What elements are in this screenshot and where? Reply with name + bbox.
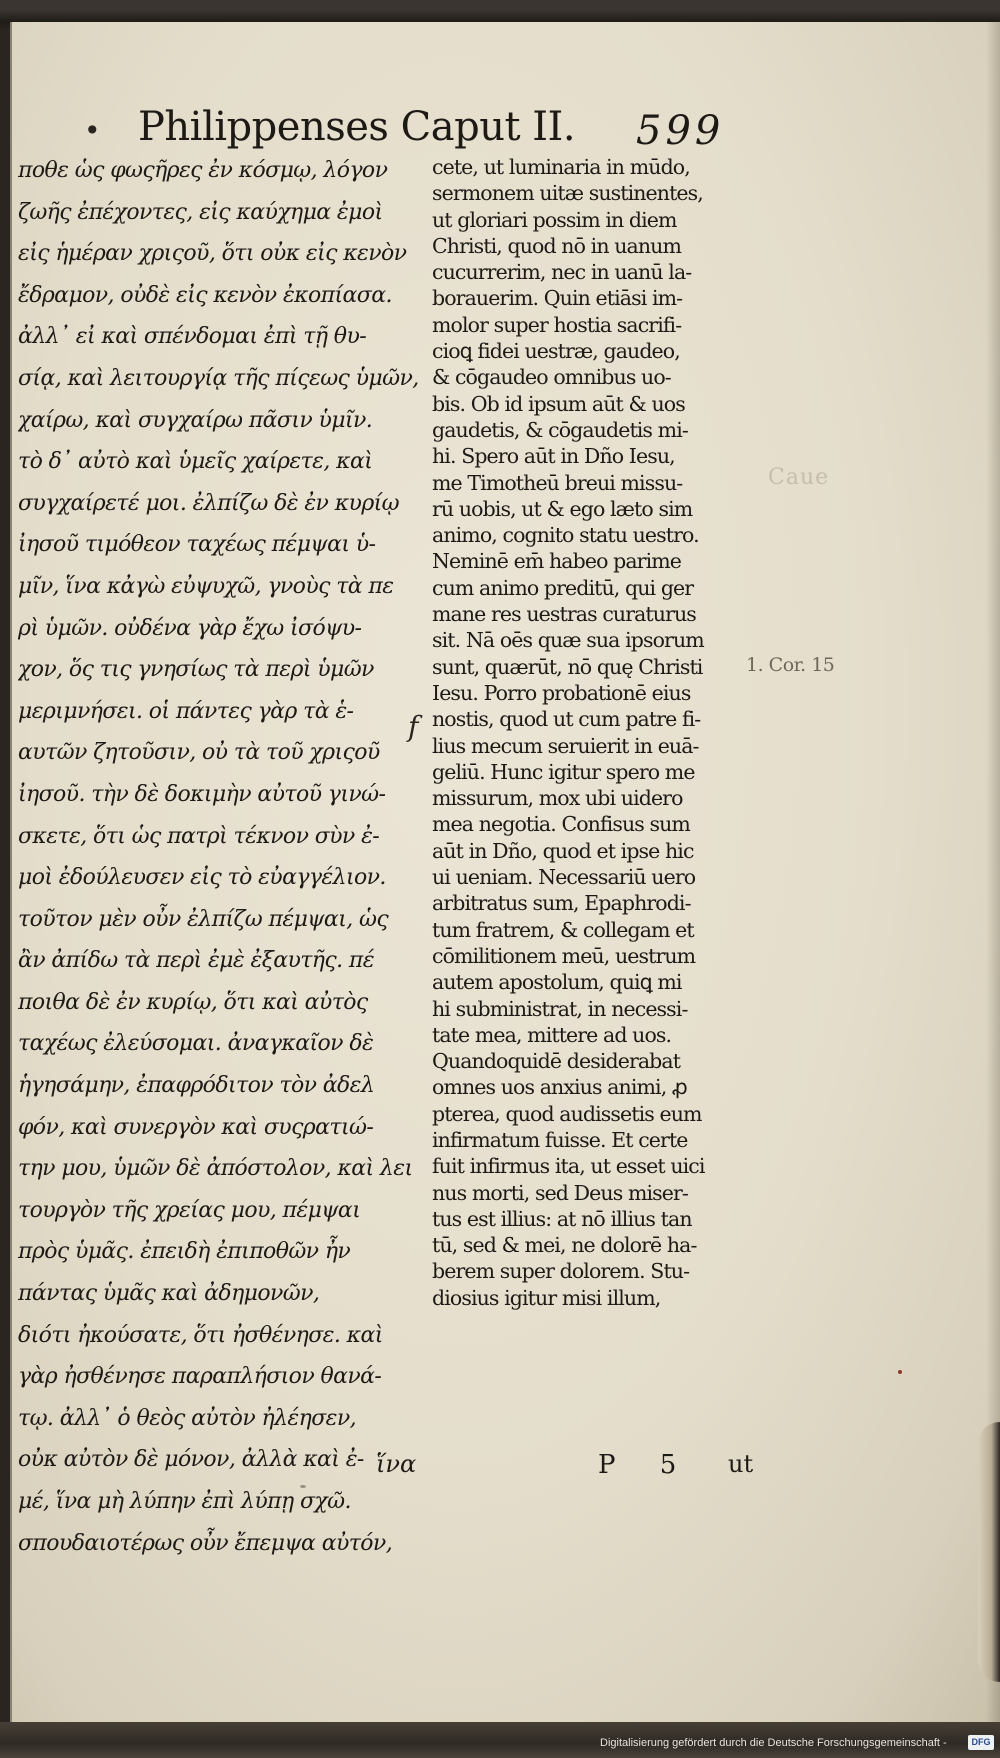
latin-text-line: aūt in Dño, quod et ipse hic	[432, 838, 694, 863]
latin-text-line: omnes uos anxius animi, ꝓ	[432, 1075, 687, 1100]
latin-text-line: ui ueniam. Necessariū uero	[432, 865, 696, 890]
greek-text-line: χαίρω, καὶ συγχαίρω πᾶσιν ὑμῖν.	[18, 407, 373, 433]
greek-text-line: ἂν ἀπίδω τὰ περὶ ἐμὲ ἐξαυτῆς. πέ	[18, 948, 374, 974]
greek-catchword: ἵνα	[376, 1450, 417, 1478]
show-through-text: Caue	[768, 465, 830, 490]
latin-text-line: berem super dolorem. Stu-	[432, 1259, 690, 1284]
latin-text-line: arbitratus sum, Epaphrodi-	[432, 891, 691, 916]
latin-catchword: ut	[728, 1450, 754, 1478]
latin-text-line: autem apostolum, quiꝗ mi	[432, 970, 682, 995]
latin-text-line: hi. Spero aūt in Dño Iesu,	[432, 444, 675, 469]
latin-text-line: nostis, quod ut cum patre fi-	[432, 707, 701, 732]
greek-text-line: μέ, ἵνα μὴ λύπην ἐπὶ λύπῃ σχῶ.	[18, 1489, 351, 1514]
greek-text-line: γὰρ ἠσθένησε παραπλήσιον θανά-	[18, 1364, 382, 1390]
paper-speck	[300, 1485, 306, 1488]
latin-text-line: & cōgaudeo omnibus uo-	[432, 365, 671, 390]
latin-text-line: mane res uestras curaturus	[432, 602, 696, 627]
latin-text-line: cōmilitionem meū, uestrum	[432, 943, 696, 968]
greek-text-line: την μου, ὑμῶν δὲ ἀπόστολον, καὶ λει	[18, 1156, 413, 1182]
margin-reference: 1. Cor. 15	[746, 654, 835, 676]
latin-text-line: molor super hostia sacrifi-	[432, 312, 682, 337]
leading-mark: •	[84, 114, 101, 147]
greek-text-line: οὐκ αὐτὸν δὲ μόνον, ἀλλὰ καὶ ἐ-	[18, 1447, 364, 1473]
greek-text-line: ποιθα δὲ ἐν κυρίῳ, ὅτι καὶ αὐτὸς	[18, 989, 368, 1015]
latin-text-line: cioꝗ fidei uestræ, gaudeo,	[432, 339, 680, 364]
latin-text-line: lius mecum seruierit in euā-	[432, 733, 699, 758]
greek-text-line: συγχαίρετέ μοι. ἐλπίζω δὲ ἐν κυρίῳ	[18, 490, 400, 516]
greek-text-line: ἰησοῦ. τὴν δὲ δοκιμὴν αὐτοῦ γινώ-	[18, 781, 386, 807]
latin-text-line: nus morti, sed Deus miser-	[432, 1180, 688, 1205]
latin-text-line: tū, sed & mei, ne dolorē ha-	[432, 1233, 697, 1258]
greek-text-line: διότι ἠκούσατε, ὅτι ἠσθένησε. καὶ	[18, 1322, 383, 1348]
latin-text-line: borauerim. Quin etiāsi im-	[432, 286, 683, 311]
latin-text-line: cum animo preditū, qui ger	[432, 575, 694, 600]
page-curl	[978, 1422, 1000, 1682]
latin-text-line: Quandoquidē desiderabat	[432, 1049, 681, 1074]
running-title: Philippenses Caput II.	[138, 104, 576, 150]
greek-text-line: μῖν, ἵνα κἀγὼ εὐψυχῶ, γνοὺς τὰ πε	[18, 573, 394, 599]
latin-text-line: geliū. Hunc igitur spero me	[432, 759, 695, 784]
greek-text-line: ἰησοῦ τιμόθεον ταχέως πέμψαι ὑ-	[18, 532, 376, 558]
latin-text-line: cucurrerim, nec in uanū la-	[432, 260, 692, 285]
greek-text-line: σίᾳ, καὶ λειτουργίᾳ τῆς πίςεως ὑμῶν,	[18, 365, 419, 391]
latin-text-line: ut gloriari possim in diem	[432, 207, 677, 232]
greek-text-line: πάντας ὑμᾶς καὶ ἀδημονῶν,	[18, 1281, 320, 1307]
latin-text-line: sunt, quærūt, nō quę Christi	[432, 654, 703, 679]
latin-text-line: Christi, quod nō in uanum	[432, 233, 682, 258]
paper-speck	[898, 1370, 902, 1374]
latin-text-line: sit. Nā oēs quæ sua ipsorum	[432, 628, 704, 653]
latin-text-line: animo, cognito statu uestro.	[432, 523, 699, 548]
greek-text-line: ποθε ὡς φωςῆρες ἐν κόσμῳ, λόγον	[18, 158, 388, 183]
latin-text-line: pterea, quod audissetis eum	[432, 1101, 702, 1126]
greek-text-line: τουργὸν τῆς χρείας μου, πέμψαι	[18, 1197, 361, 1223]
latin-text-line: cete, ut luminaria in mūdo,	[432, 155, 690, 179]
latin-text-line: diosius igitur misi illum,	[432, 1285, 661, 1310]
greek-text-line: σκετε, ὅτι ὡς πατρὶ τέκνον σὺν ἐ-	[18, 823, 380, 849]
greek-text-column	[18, 150, 426, 1564]
greek-text-line: ταχέως ἐλεύσομαι. ἀναγκαῖον δὲ	[18, 1031, 374, 1057]
greek-text-line: εἰς ἡμέραν χριςοῦ, ὅτι οὐκ εἰς κενὸν	[18, 241, 407, 267]
latin-text-line: hi subministrat, in necessi-	[432, 996, 688, 1021]
latin-text-line: mea negotia. Confisus sum	[432, 812, 690, 837]
greek-text-line: ἔδραμον, οὐδὲ εἰς κενὸν ἐκοπίασα.	[18, 282, 392, 308]
greek-text-line: πρὸς ὑμᾶς. ἐπειδὴ ἐπιποθῶν ἦν	[18, 1239, 351, 1265]
greek-text-line: σπουδαιοτέρως οὖν ἔπεμψα αὐτόν,	[18, 1530, 393, 1556]
greek-text-line: τῳ. ἀλλ᾽ ὁ θεὸς αὐτὸν ἠλέησεν,	[18, 1405, 356, 1431]
latin-text-line: infirmatum fuisse. Et certe	[432, 1127, 688, 1152]
latin-text-line: tate mea, mittere ad uos.	[432, 1022, 672, 1047]
greek-text-line: μοὶ ἐδούλευσεν εἰς τὸ εὐαγγέλιον.	[18, 865, 386, 891]
latin-text-line: Neminē em̄ habeo parime	[432, 549, 682, 574]
greek-text-line: ἀλλ᾽ εἰ καὶ σπένδομαι ἐπὶ τῇ θυ-	[18, 324, 367, 350]
latin-text-line: me Timotheū breui missu-	[432, 470, 683, 495]
latin-text-line: missurum, mox ubi uidero	[432, 786, 683, 811]
greek-text-line: χον, ὅς τις γνησίως τὰ περὶ ὑμῶν	[18, 657, 374, 683]
margin-stray-mark: f	[408, 710, 419, 743]
dfg-logo: DFG	[968, 1735, 994, 1750]
signature-mark: P 5	[598, 1450, 695, 1480]
page-number: 599	[636, 108, 725, 154]
latin-text-line: gaudetis, & cōgaudetis mi-	[432, 417, 688, 442]
greek-text-line: τὸ δ᾽ αὐτὸ καὶ ὑμεῖς χαίρετε, καὶ	[18, 449, 373, 475]
latin-text-line: rū uobis, ut & ego læto sim	[432, 496, 693, 521]
latin-text-line: fuit infirmus ita, ut esset uici	[432, 1154, 705, 1179]
greek-text-line: ζωῆς ἐπέχοντες, εἰς καύχημα ἐμοὶ	[18, 199, 383, 225]
latin-text-line: Iesu. Porro probationē eius	[432, 680, 691, 705]
greek-text-line: ρὶ ὑμῶν. οὐδένα γὰρ ἔχω ἰσόψυ-	[18, 615, 362, 641]
greek-text-line: φόν, καὶ συνεργὸν καὶ συςρατιώ-	[18, 1114, 374, 1140]
greek-text-line: ἡγησάμην, ἐπαφρόδιτον τὸν ἀδελ	[18, 1073, 375, 1099]
latin-text-line: bis. Ob id ipsum aūt & uos	[432, 391, 685, 416]
greek-text-line: μεριμνήσει. οἱ πάντες γὰρ τὰ ἑ-	[18, 698, 354, 724]
digitization-credit: Digitalisierung gefördert durch die Deutsche Forschungsgemeinschaft -	[600, 1737, 947, 1749]
latin-text-line: tum fratrem, & collegam et	[432, 917, 694, 942]
greek-text-line: αυτῶν ζητοῦσιν, οὐ τὰ τοῦ χριςοῦ	[18, 740, 380, 766]
latin-text-line: tus est illius: at nō illius tan	[432, 1206, 692, 1231]
latin-text-column	[432, 154, 737, 1311]
greek-text-line: τοῦτον μὲν οὖν ἐλπίζω πέμψαι, ὡς	[18, 906, 389, 932]
latin-text-line: sermonem uitæ sustinentes,	[432, 181, 703, 206]
